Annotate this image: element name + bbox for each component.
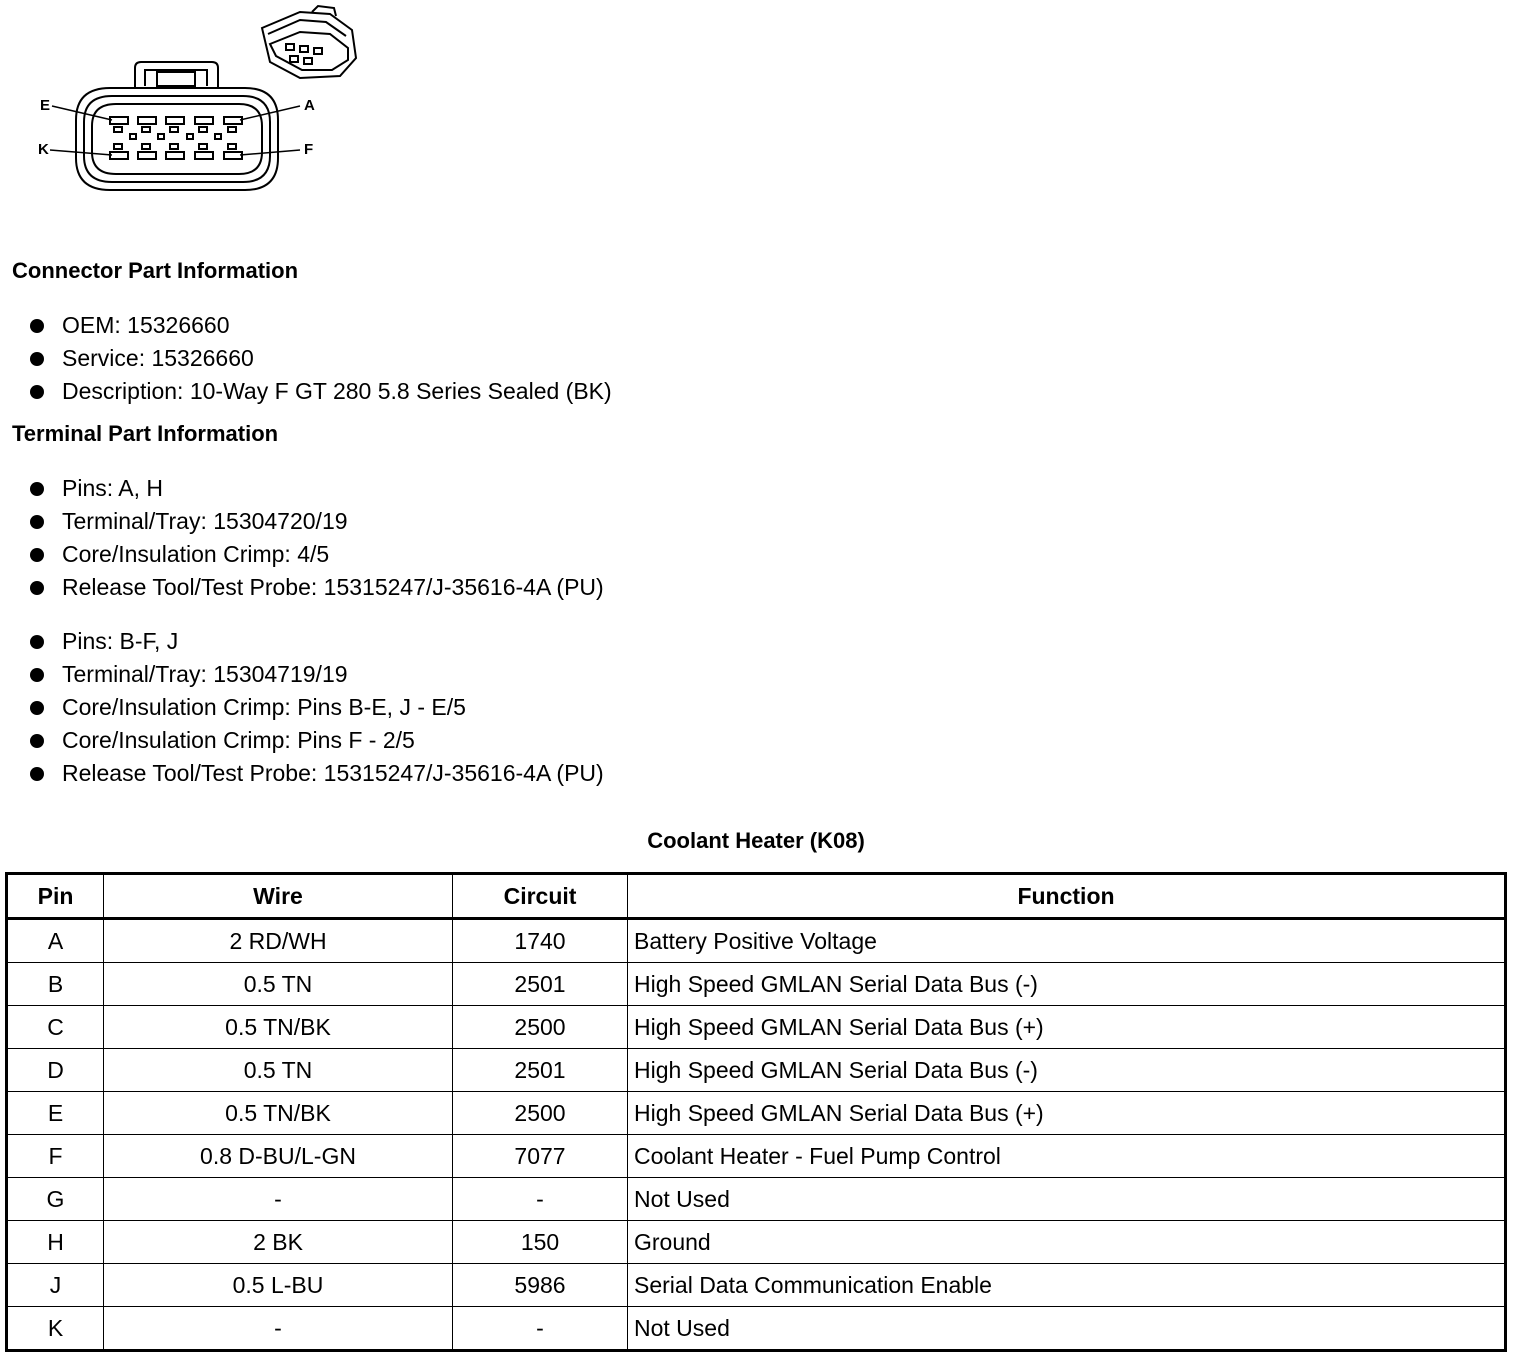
cell-pin: G: [7, 1178, 104, 1221]
cell-wire: 0.8 D-BU/L-GN: [104, 1135, 453, 1178]
cell-circuit: -: [453, 1178, 628, 1221]
bullet-icon: [30, 635, 44, 649]
bullet-icon: [30, 352, 44, 366]
cell-circuit: 7077: [453, 1135, 628, 1178]
cell-pin: B: [7, 963, 104, 1006]
cell-wire: 2 BK: [104, 1221, 453, 1264]
table-title: Coolant Heater (K08): [647, 828, 865, 853]
cell-pin: F: [7, 1135, 104, 1178]
header-wire: Wire: [104, 874, 453, 919]
connector-diagram: [0, 0, 380, 210]
table-row: [7, 1092, 1506, 1135]
cell-wire: -: [104, 1307, 453, 1351]
table-row: [7, 1178, 1506, 1221]
cell-pin: H: [7, 1221, 104, 1264]
cell-function: High Speed GMLAN Serial Data Bus (+): [628, 1092, 1506, 1135]
cell-circuit: -: [453, 1307, 628, 1351]
header-function: Function: [628, 874, 1506, 919]
pin-label-k: K: [38, 141, 49, 158]
cell-wire: 0.5 L-BU: [104, 1264, 453, 1307]
list-item: Terminal/Tray: 15304719/19: [0, 658, 604, 691]
cell-function: Not Used: [628, 1178, 1506, 1221]
header-pin: Pin: [7, 874, 104, 919]
bullet-icon: [30, 701, 44, 715]
cell-pin: D: [7, 1049, 104, 1092]
cell-circuit: 2500: [453, 1006, 628, 1049]
bullet-icon: [30, 581, 44, 595]
list-item: Service: 15326660: [0, 342, 612, 375]
cell-function: Serial Data Communication Enable: [628, 1264, 1506, 1307]
cell-pin: E: [7, 1092, 104, 1135]
cell-wire: 2 RD/WH: [104, 919, 453, 963]
list-item: OEM: 15326660: [0, 309, 612, 342]
bullet-icon: [30, 548, 44, 562]
connector-isometric-icon: [262, 6, 356, 78]
connector-part-info-heading: Connector Part Information: [12, 258, 299, 283]
terminal-info-list-1: [0, 472, 604, 604]
cell-pin: K: [7, 1307, 104, 1351]
table-row: [7, 963, 1506, 1006]
cell-pin: A: [7, 919, 104, 963]
cell-circuit: 5986: [453, 1264, 628, 1307]
cell-circuit: 2500: [453, 1092, 628, 1135]
cell-function: High Speed GMLAN Serial Data Bus (-): [628, 1049, 1506, 1092]
cell-circuit: 150: [453, 1221, 628, 1264]
cell-wire: -: [104, 1178, 453, 1221]
cell-function: High Speed GMLAN Serial Data Bus (+): [628, 1006, 1506, 1049]
cell-circuit: 1740: [453, 919, 628, 963]
cell-pin: J: [7, 1264, 104, 1307]
cell-function: Ground: [628, 1221, 1506, 1264]
table-row: [7, 1264, 1506, 1307]
list-item: Core/Insulation Crimp: 4/5: [0, 538, 604, 571]
list-item: Description: 10-Way F GT 280 5.8 Series Sealed (BK): [0, 375, 612, 408]
list-item: Terminal/Tray: 15304720/19: [0, 505, 604, 538]
cell-function: Coolant Heater - Fuel Pump Control: [628, 1135, 1506, 1178]
header-circuit: Circuit: [453, 874, 628, 919]
bullet-icon: [30, 482, 44, 496]
table-header-row: [7, 874, 1506, 919]
cell-function: High Speed GMLAN Serial Data Bus (-): [628, 963, 1506, 1006]
cell-function: Not Used: [628, 1307, 1506, 1351]
connector-info-list: [0, 309, 612, 408]
cell-function: Battery Positive Voltage: [628, 919, 1506, 963]
bullet-icon: [30, 767, 44, 781]
table-row: [7, 1307, 1506, 1351]
list-item: Pins: A, H: [0, 472, 604, 505]
table-row: [7, 1221, 1506, 1264]
table-row: [7, 1049, 1506, 1092]
bullet-icon: [30, 385, 44, 399]
list-item: Core/Insulation Crimp: Pins F - 2/5: [0, 724, 604, 757]
connector-face-drawing: [0, 0, 380, 210]
list-item: Release Tool/Test Probe: 15315247/J-35616-4A (PU): [0, 757, 604, 790]
bullet-icon: [30, 515, 44, 529]
cell-wire: 0.5 TN/BK: [104, 1006, 453, 1049]
table-row: [7, 1006, 1506, 1049]
pin-label-a: A: [304, 97, 315, 114]
cell-circuit: 2501: [453, 963, 628, 1006]
cell-wire: 0.5 TN: [104, 1049, 453, 1092]
cell-pin: C: [7, 1006, 104, 1049]
bullet-icon: [30, 668, 44, 682]
pin-label-f: F: [304, 141, 314, 158]
bullet-icon: [30, 734, 44, 748]
list-item: Pins: B-F, J: [0, 625, 604, 658]
list-item: Core/Insulation Crimp: Pins B-E, J - E/5: [0, 691, 604, 724]
cell-circuit: 2501: [453, 1049, 628, 1092]
cell-wire: 0.5 TN/BK: [104, 1092, 453, 1135]
terminal-part-info-heading: Terminal Part Information: [12, 421, 279, 446]
pin-label-e: E: [40, 97, 51, 114]
table-row: [7, 919, 1506, 963]
pinout-table: [5, 872, 1507, 1352]
table-row: [7, 1135, 1506, 1178]
cell-wire: 0.5 TN: [104, 963, 453, 1006]
terminal-info-list-2: [0, 625, 604, 790]
bullet-icon: [30, 319, 44, 333]
list-item: Release Tool/Test Probe: 15315247/J-35616-4A (PU): [0, 571, 604, 604]
